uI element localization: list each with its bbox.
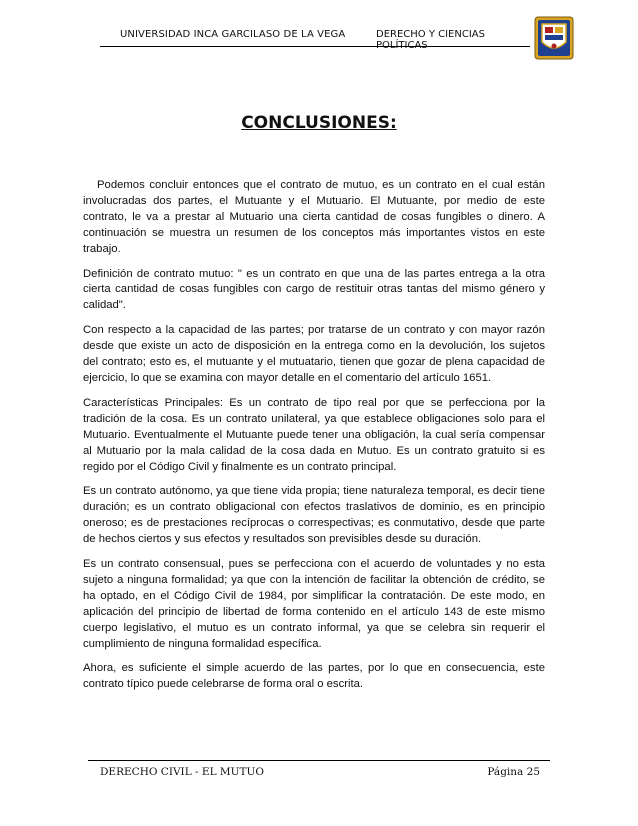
header-left-text: UNIVERSIDAD INCA GARCILASO DE LA VEGA xyxy=(120,29,346,40)
paragraph: Con respecto a la capacidad de las partes; por tratarse de un contrato y con mayor razón desde que existe un acto de disposición en la entrega como en la devolución, los sujetos del contrato; esto es, el mutuante y el mutuatario, tienen que gozar de plena capacidad de ejercicio, lo que se examina con mayor detalle en el comentario del artículo 1651. xyxy=(83,324,545,384)
university-seal-icon xyxy=(534,16,574,60)
paragraph: Ahora, es suficiente el simple acuerdo de las partes, por lo que en consecuencia, este contrato típico puede celebrarse de forma oral o escrita. xyxy=(83,662,545,691)
paragraph: Podemos concluir entonces que el contrato de mutuo, es un contrato en el cual están involucradas dos partes, el Mutuante y el Mutuario. El Mutuante, por medio de este contrato, le va a prestar al Mutuario una cierta cantidad de cosas fungibles o dinero. A continuación se muestra un resumen de los conceptos más importantes vistos en este trabajo. xyxy=(83,179,545,255)
page-title: CONCLUSIONES: xyxy=(241,113,397,133)
footer-rule xyxy=(88,760,550,761)
body-text xyxy=(83,178,545,702)
header-rule xyxy=(100,46,530,47)
paragraph: Características Principales: Es un contrato de tipo real por que se perfecciona por la tradición de la cosa. Es un contrato unilateral, ya que establece obligaciones solo para el Mutuario. Eventualmente el Mutuante puede tener una obligación, la cual sería compensar al Mutuario por la mala calidad de la cosa dada en Mutuo. Es un contrato gratuito si es regido por el Código Civil y finalmente es un contrato principal. xyxy=(83,396,545,473)
paragraph: Es un contrato autónomo, ya que tiene vida propia; tiene naturaleza temporal, es decir tiene duración; es un contrato obligacional con efectos traslativos de dominio, es en principio oneroso; es de prestaciones recíprocas o correspectivas; es conmutativo, desde que parte de hechos ciertos y sus efectos y resultados son previsibles desde su duración. xyxy=(83,485,545,546)
paragraph: Es un contrato consensual, pues se perfecciona con el acuerdo de voluntades y no esta sujeto a ninguna formalidad; ya que con la intención de facilitar la obtención de crédito, se ha optado, en el Código Civil de 1984, por simplificar la contratación. De este modo, en aplicación del principio de libertad de forma contenido en el artículo 143 de este mismo cuerpo legislativo, el mutuo es un contrato informal, ya que se celebra sin requerir el cumplimiento de ninguna formalidad específica. xyxy=(83,558,545,650)
header-right-text: DERECHO Y CIENCIAS xyxy=(376,29,485,40)
page-number: Página 25 xyxy=(487,766,540,778)
footer-left-text: DERECHO CIVIL - EL MUTUO xyxy=(100,766,264,778)
paragraph: Definición de contrato mutuo: " es un contrato en que una de las partes entrega a la otra cierta cantidad de cosas fungibles con cargo de restituir otras tantas del mismo género y calidad". xyxy=(83,267,545,312)
